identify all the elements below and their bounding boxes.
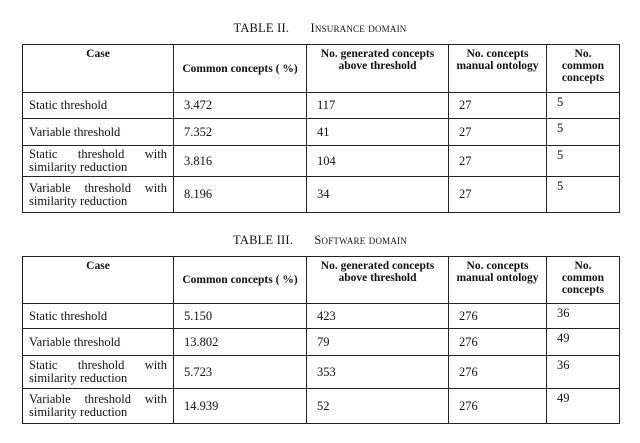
- header-manual-concepts: No. concepts manual ontology: [449, 257, 547, 304]
- table-row: [23, 389, 620, 424]
- cell-common: 5: [547, 119, 620, 146]
- table-2-name: Insurance domain: [310, 21, 407, 35]
- cell-common-percent: 8.196: [174, 177, 307, 213]
- table-2: [22, 44, 620, 213]
- table-row: [23, 119, 620, 146]
- cell-case: Variable threshold with similarity reduction: [23, 177, 174, 213]
- table-row: [23, 146, 620, 177]
- cell-common-percent: 5.723: [174, 356, 307, 389]
- table-3-number: TABLE III.: [233, 233, 294, 247]
- cell-common-percent: 5.150: [174, 304, 307, 329]
- table-row: [23, 356, 620, 389]
- cell-generated: 423: [307, 304, 449, 329]
- cell-manual: 276: [449, 304, 547, 329]
- cell-case: Static threshold with similarity reduction: [23, 146, 174, 177]
- cell-generated: 79: [307, 329, 449, 356]
- cell-common: 5: [547, 177, 620, 213]
- header-common-concepts: No. common concepts: [547, 45, 620, 93]
- header-manual-concepts: No. concepts manual ontology: [449, 45, 547, 93]
- table-2-caption: [0, 21, 640, 36]
- cell-generated: 34: [307, 177, 449, 213]
- table-3-name: Software domain: [314, 233, 407, 247]
- cell-manual: 276: [449, 356, 547, 389]
- cell-case: Variable threshold: [23, 329, 174, 356]
- cell-manual: 276: [449, 389, 547, 424]
- cell-manual: 27: [449, 93, 547, 119]
- header-common-concepts-percent: Common concepts ( %): [174, 45, 307, 93]
- table-3: [22, 256, 620, 424]
- cell-case: Static threshold with similarity reduction: [23, 356, 174, 389]
- table-row: [23, 93, 620, 119]
- table-3-caption: [0, 233, 640, 248]
- table-2-number: TABLE II.: [233, 21, 290, 35]
- header-common-concepts: No. common concepts: [547, 257, 620, 304]
- cell-generated: 353: [307, 356, 449, 389]
- cell-common-percent: 14.939: [174, 389, 307, 424]
- table-header-row: [23, 45, 620, 93]
- cell-common: 49: [547, 329, 620, 356]
- table-row: [23, 329, 620, 356]
- cell-common: 5: [547, 93, 620, 119]
- cell-case: Static threshold: [23, 304, 174, 329]
- table-row: [23, 304, 620, 329]
- cell-manual: 27: [449, 177, 547, 213]
- cell-manual: 276: [449, 329, 547, 356]
- cell-common: 36: [547, 356, 620, 389]
- header-generated-concepts: No. generated concepts above threshold: [307, 257, 449, 304]
- cell-common-percent: 7.352: [174, 119, 307, 146]
- cell-common-percent: 3.816: [174, 146, 307, 177]
- cell-generated: 104: [307, 146, 449, 177]
- cell-generated: 41: [307, 119, 449, 146]
- cell-common-percent: 3.472: [174, 93, 307, 119]
- table-row: [23, 177, 620, 213]
- cell-common: 36: [547, 304, 620, 329]
- cell-generated: 52: [307, 389, 449, 424]
- cell-common: 5: [547, 146, 620, 177]
- table-header-row: [23, 257, 620, 304]
- header-generated-concepts: No. generated concepts above threshold: [307, 45, 449, 93]
- cell-manual: 27: [449, 119, 547, 146]
- cell-case: Variable threshold: [23, 119, 174, 146]
- cell-case: Variable threshold with similarity reduction: [23, 389, 174, 424]
- header-case: Case: [23, 257, 174, 304]
- cell-common-percent: 13.802: [174, 329, 307, 356]
- cell-case: Static threshold: [23, 93, 174, 119]
- cell-common: 49: [547, 389, 620, 424]
- header-common-concepts-percent: Common concepts ( %): [174, 257, 307, 304]
- cell-manual: 27: [449, 146, 547, 177]
- header-case: Case: [23, 45, 174, 93]
- cell-generated: 117: [307, 93, 449, 119]
